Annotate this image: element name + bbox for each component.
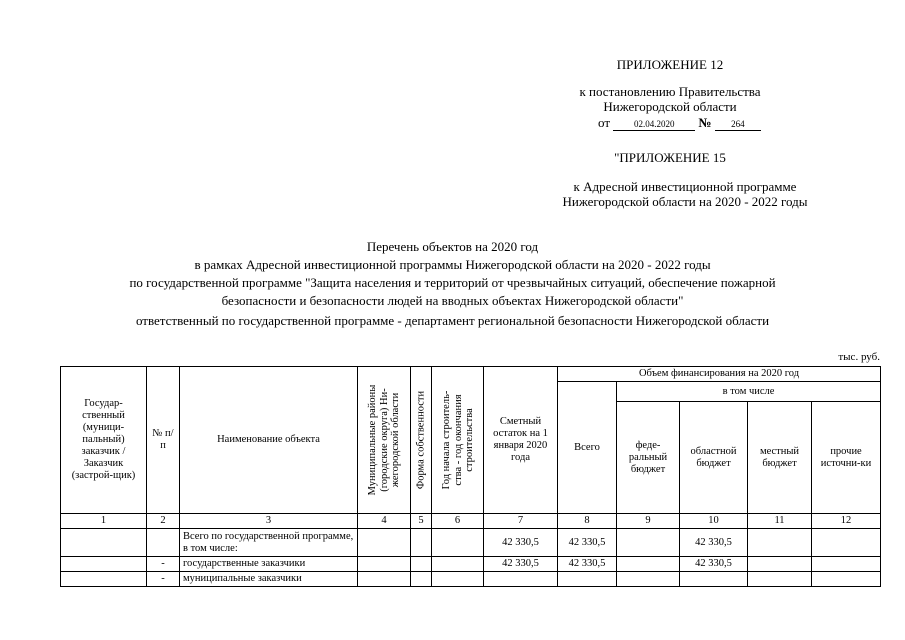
column-number: 12 bbox=[812, 514, 881, 529]
header-municipal: Муниципальные районы (городские округа) Ни- жегородской области bbox=[358, 367, 411, 514]
header-other: прочие источни-ки bbox=[812, 402, 881, 514]
cell-regional: 42 330,5 bbox=[680, 529, 748, 557]
cell-ownership bbox=[411, 529, 432, 557]
cell-ownership bbox=[411, 557, 432, 572]
program-line-1: к Адресной инвестиционной программе bbox=[573, 179, 797, 194]
table-row bbox=[61, 529, 881, 557]
column-number: 6 bbox=[432, 514, 484, 529]
column-number: 4 bbox=[358, 514, 411, 529]
header-local: местный бюджет bbox=[748, 402, 812, 514]
cell-ownership bbox=[411, 572, 432, 587]
objects-table bbox=[60, 366, 881, 587]
cell-municipal bbox=[358, 572, 411, 587]
cell-local bbox=[748, 572, 812, 587]
title-line-3: по государственной программе "Защита населения и территорий от чрезвычайных ситуаций, обеспечение пожарной bbox=[129, 275, 776, 290]
cell-local bbox=[748, 529, 812, 557]
cell-estimate bbox=[484, 572, 558, 587]
header-federal: феде-ральный бюджет bbox=[617, 402, 680, 514]
title-line-5: ответственный по государственной программе - департамент региональной безопасности Нижегородской области bbox=[135, 313, 770, 328]
cell-total bbox=[558, 572, 617, 587]
column-number: 10 bbox=[680, 514, 748, 529]
column-number: 9 bbox=[617, 514, 680, 529]
table-row bbox=[61, 557, 881, 572]
column-number: 2 bbox=[147, 514, 180, 529]
cell-regional: 42 330,5 bbox=[680, 557, 748, 572]
header-estimate: Сметный остаток на 1 января 2020 года bbox=[484, 367, 558, 514]
column-number: 8 bbox=[558, 514, 617, 529]
from-label: от bbox=[598, 115, 611, 130]
title-line-4: безопасности и безопасности людей на вводных объектах Нижегородской области" bbox=[221, 293, 684, 308]
column-number: 7 bbox=[484, 514, 558, 529]
cell-object-name: государственные заказчики bbox=[180, 557, 358, 572]
header-years: Год начала строитель- ства - год окончания строительства bbox=[432, 367, 484, 514]
column-numbers-row bbox=[61, 514, 881, 529]
header-regional: областной бюджет bbox=[680, 402, 748, 514]
date-number-line bbox=[598, 115, 798, 131]
cell-num: - bbox=[147, 572, 180, 587]
cell-num: - bbox=[147, 557, 180, 572]
header-num: № п/п bbox=[147, 367, 180, 514]
cell-federal bbox=[617, 572, 680, 587]
column-number: 1 bbox=[61, 514, 147, 529]
cell-object-name: муниципальные заказчики bbox=[180, 572, 358, 587]
cell-federal bbox=[617, 529, 680, 557]
cell-municipal bbox=[358, 557, 411, 572]
header-funding-group: Объем финансирования на 2020 год bbox=[558, 367, 881, 382]
cell-customer bbox=[61, 557, 147, 572]
number-field: 264 bbox=[715, 119, 761, 131]
cell-total: 42 330,5 bbox=[558, 529, 617, 557]
cell-num bbox=[147, 529, 180, 557]
cell-other bbox=[812, 572, 881, 587]
cell-local bbox=[748, 557, 812, 572]
resolution-line-1: к постановлению Правительства bbox=[579, 84, 761, 99]
cell-customer bbox=[61, 572, 147, 587]
column-number: 3 bbox=[180, 514, 358, 529]
header-including: в том числе bbox=[617, 382, 881, 402]
header-total: Всего bbox=[558, 382, 617, 514]
column-number: 11 bbox=[748, 514, 812, 529]
header-object-name: Наименование объекта bbox=[180, 367, 358, 514]
table-row bbox=[61, 572, 881, 587]
cell-estimate: 42 330,5 bbox=[484, 529, 558, 557]
units-label: тыс. руб. bbox=[838, 351, 880, 363]
cell-regional bbox=[680, 572, 748, 587]
header-customer: Государ-ственный (муници-пальный) заказчик / Заказчик (застрой-щик) bbox=[61, 367, 147, 514]
cell-federal bbox=[617, 557, 680, 572]
resolution-line-2: Нижегородской области bbox=[603, 99, 737, 114]
column-number: 5 bbox=[411, 514, 432, 529]
appendix-title: ПРИЛОЖЕНИЕ 12 bbox=[616, 57, 724, 72]
cell-customer bbox=[61, 529, 147, 557]
cell-municipal bbox=[358, 529, 411, 557]
date-field: 02.04.2020 bbox=[613, 119, 695, 131]
cell-estimate: 42 330,5 bbox=[484, 557, 558, 572]
title-line-2: в рамках Адресной инвестиционной программы Нижегородской области на 2020 - 2022 годы bbox=[194, 257, 711, 272]
cell-other bbox=[812, 557, 881, 572]
cell-years bbox=[432, 529, 484, 557]
title-line-1: Перечень объектов на 2020 год bbox=[366, 239, 539, 254]
appendix15-title: "ПРИЛОЖЕНИЕ 15 bbox=[614, 150, 726, 165]
number-label: № bbox=[698, 115, 712, 130]
cell-object-name: Всего по государственной программе, в том числе: bbox=[180, 529, 358, 557]
cell-years bbox=[432, 557, 484, 572]
program-line-2: Нижегородской области на 2020 - 2022 годы bbox=[562, 194, 808, 209]
cell-other bbox=[812, 529, 881, 557]
cell-total: 42 330,5 bbox=[558, 557, 617, 572]
header-ownership: Форма собственности bbox=[411, 367, 432, 514]
cell-years bbox=[432, 572, 484, 587]
